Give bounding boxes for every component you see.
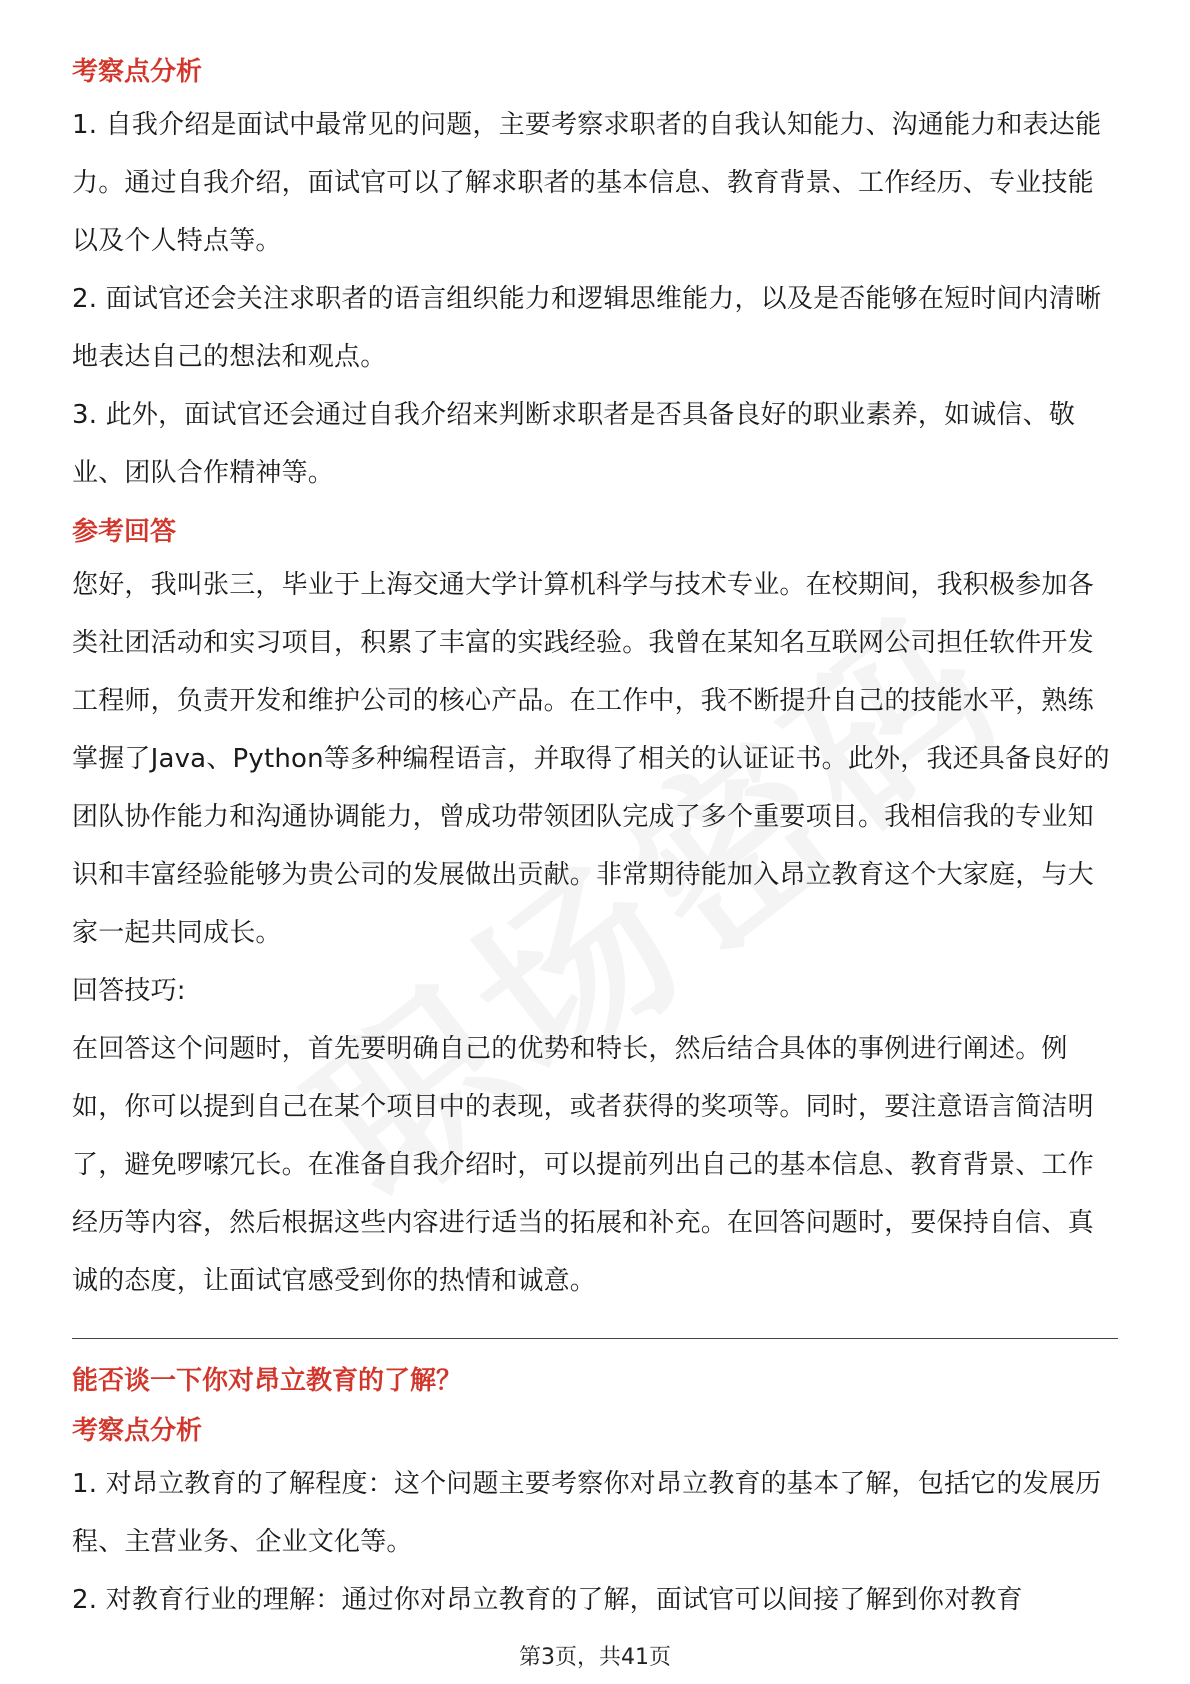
analysis-heading: 考察点分析 <box>72 57 203 87</box>
section-divider <box>72 1338 1118 1339</box>
analysis-item-2: 2. 面试官还会关注求职者的语言组织能力和逻辑思维能力，以及是否能够在短时间内清晰地表达自己的想法和观点。 <box>72 284 1102 372</box>
analysis-heading-2: 考察点分析 <box>72 1416 203 1446</box>
answer-text: 您好，我叫张三，毕业于上海交通大学计算机科学与技术专业。在校期间，我积极参加各类社团活动和实习项目，积累了丰富的实践经验。我曾在某知名互联网公司担任软件开发工程师，负责开发和维护公司的核心产品。在工作中，我不断提升自己的技能水平，熟练掌握了Java、Python等多种编程语言，并取得了相关的认证证书。此外，我还具备良好的团队协作能力和沟通协调能力，曾成功带领团队完成了多个重要项目。我相信我的专业知识和丰富经验能够为贵公司的发展做出贡献。非常期待能加入昂立教育这个大家庭，与大家一起共同成长。 <box>72 570 1110 948</box>
analysis-item-2-1: 1. 对昂立教育的了解程度：这个问题主要考察你对昂立教育的基本了解，包括它的发展历程、主营业务、企业文化等。 <box>72 1469 1102 1557</box>
answer-heading: 参考回答 <box>72 517 177 547</box>
analysis-item-3: 3. 此外，面试官还会通过自我介绍来判断求职者是否具备良好的职业素养，如诚信、敬业、团队合作精神等。 <box>72 400 1076 488</box>
analysis-item-1: 1. 自我介绍是面试中最常见的问题，主要考察求职者的自我认知能力、沟通能力和表达能力。通过自我介绍，面试官可以了解求职者的基本信息、教育背景、工作经历、专业技能以及个人特点等。 <box>72 110 1102 256</box>
page-footer: 第3页，共41页 <box>519 1645 671 1670</box>
question-title: 能否谈一下你对昂立教育的了解？ <box>72 1366 463 1396</box>
document-page <box>72 46 1118 1629</box>
analysis-item-2-2: 2. 对教育行业的理解：通过你对昂立教育的了解，面试官可以间接了解到你对教育 <box>72 1585 1023 1615</box>
tips-text: 在回答这个问题时，首先要明确自己的优势和特长，然后结合具体的事例进行阐述。例如，你可以提到自己在某个项目中的表现，或者获得的奖项等。同时，要注意语言简洁明了，避免啰嗦冗长。在准备自我介绍时，可以提前列出自己的基本信息、教育背景、工作经历等内容，然后根据这些内容进行适当的拓展和补充。在回答问题时，要保持自信、真诚的态度，让面试官感受到你的热情和诚意。 <box>72 1034 1094 1296</box>
tips-label: 回答技巧: <box>72 976 186 1006</box>
